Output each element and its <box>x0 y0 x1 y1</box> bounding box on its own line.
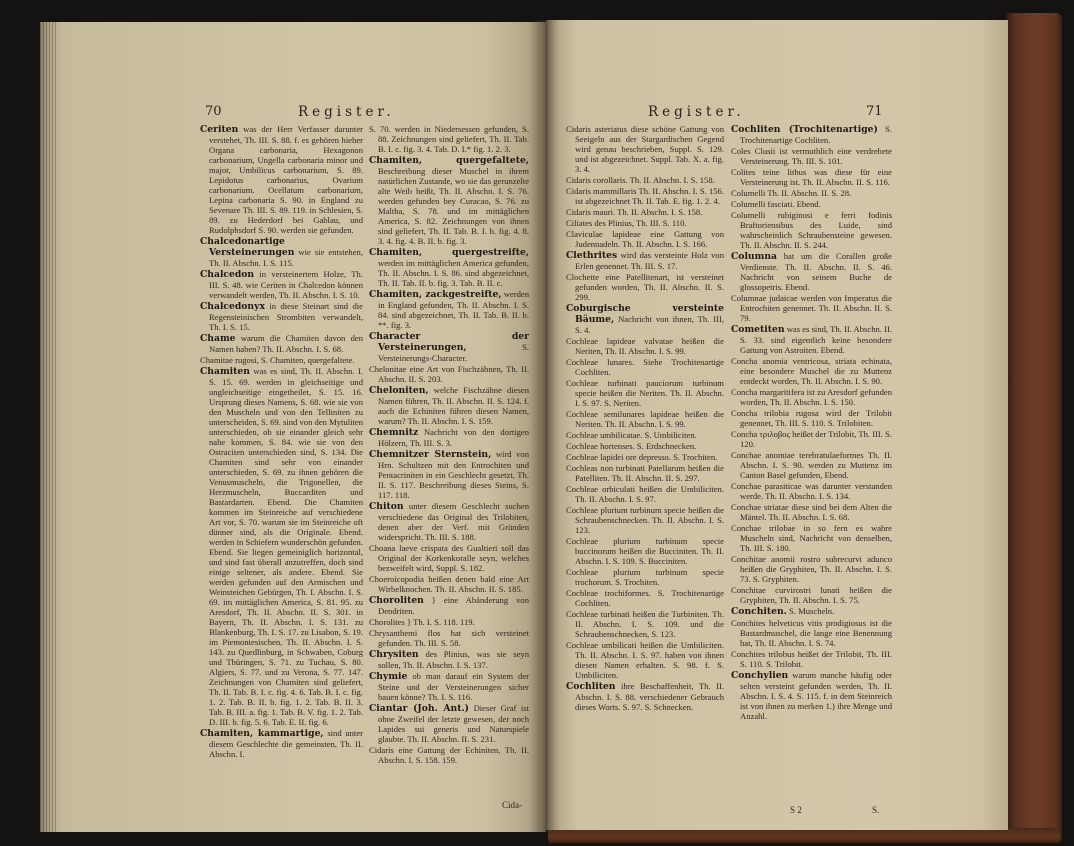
index-entry-text: Columelli fasciati. Ebend. <box>731 199 821 209</box>
index-entry <box>731 585 892 605</box>
index-entry-text: Concha anomia ventricosa, striata echinata, eine besondere Muschel die zu Muttenz entdeckt worden, Th. II. Abschn. I. S. 90. <box>731 356 892 386</box>
index-entry <box>369 703 529 744</box>
index-headword: Columna <box>731 251 777 262</box>
index-entry <box>566 681 724 712</box>
index-entry-text: S. Versteinerungs-Character. <box>378 342 529 363</box>
index-entry <box>369 155 529 246</box>
index-entry <box>369 617 529 627</box>
index-entry <box>566 609 724 639</box>
index-entry <box>731 649 892 669</box>
index-entry <box>731 481 892 501</box>
index-entry-text: } eine Abänderung von Dendriten. <box>378 595 529 616</box>
index-entry <box>731 554 892 584</box>
index-entry <box>731 523 892 553</box>
index-entry <box>566 567 724 587</box>
index-entry-text: Clochette eine Patellitenart, ist versteinet gefunden worden, Th. II. Abschn. II. S. 299. <box>566 272 724 302</box>
index-entry-text: Columelli rubiginosi e ferri fodinis Braftoriensibus des Luide, sind wahrscheinlich Schraubensteine gewesen. Th. II. Abschn. II. S. 244. <box>731 210 892 250</box>
catchword-left: Cida- <box>502 800 522 810</box>
index-entry-text: Cochleae orbiculati heißen die Umbiliciten. Th. II. Abschn. I. S. 97. <box>566 484 724 504</box>
index-entry-text: Dieser Graf ist ohne Zweifel der letzte gewesen, der noch Lapides sui generis und Naturspiele glaubte. Th. II. Abschn. II. S. 231. <box>378 703 529 744</box>
index-entry-text: Concha margaritifera ist zu Aresdorf gefunden worden, Th. II. Abschn. I. S. 150. <box>731 387 892 407</box>
index-entry-text: warum manche häufig oder selten versteint gefunden werden, Th. II. Abschn. I. S. 4. S. 115. f. in dem Steinreich ist von ihnen zu merken 1.) ihre Menge und Anzahl. <box>740 670 892 721</box>
index-entry-text: Cochleae hortenses. S. Erdschnecken. <box>566 441 697 451</box>
index-entry-text: Conchitae anomii rostro subrecurvi adunco heißen die Gryphiten, Th. II. Abschn. I. S. 73. S. Gryphiten. <box>731 554 892 584</box>
index-headword: Character der Versteinerungen, <box>369 331 529 353</box>
index-headword: Chamiten, quergefaltete, <box>369 155 529 166</box>
index-entry <box>731 429 892 449</box>
index-entry <box>566 175 724 185</box>
index-entry-text: S. 70. werden in Niedersessen gefunden, S. 88. Zeichnungen sind geliefert, Th. II. Tab. B. I. c. fig. 3. 4. Tab. D. I.* fig. 1. 2. 3. <box>369 124 529 154</box>
index-entry-text: Cochleae plurium turbinum specie buccinorum heißen die Bucciniten. Th. II. Abschn. I. S. 109. S. Bucciniten. <box>566 536 724 566</box>
index-entry-text: Choeroicopodia heißen denen bald eine Art Wirbelknochen. Th. II. Abschn. II. S. 185. <box>369 574 529 594</box>
index-entry-text: Chamitae rugosi, S. Chamiten, quergefaltete. <box>200 355 355 365</box>
index-headword: Chymie <box>369 671 408 682</box>
index-entry-text: werden im mittäglichen America gefunden, Th. II. Abschn. I. S. 86. sind abgezeichnet, Th. II. Tab. II. b. fig. 3. Tab. B. II. c. <box>378 258 529 288</box>
index-entry <box>731 146 892 166</box>
index-entry-text: Cochleae plurium turbinum specie trochorum. S. Trochiten. <box>566 567 724 587</box>
index-entry-text: Beschreibung dieser Muschel in ihrem natürlichen Zustande, wo sie das gerunzelte alte Weib heißt, Th. II. Abschn. I. S. 76. werden gefunden bey Curacao, S. 76. zu Maltha, S. 78. und im mittäglichen America, S. 82. Zeichnungen von ihnen sind geliefert, Th. II. Tab. B. I. b. fig. 4. 8. 3. 4. fig. 4. B. II. b. fig. 3. <box>378 166 529 246</box>
index-entry-text: Choana laeve crispata des Gualtieri soll das Original der Korkenkoralle seyn, welches bezweifelt wird, Suppl. S. 182. <box>369 543 529 573</box>
index-entry <box>566 357 724 377</box>
index-entry-text: Conchae striatae diese sind bei dem Alten die Mäntel. Th. II. Abschn. I. S. 68. <box>731 502 892 522</box>
index-entry-text: welche Fischzähne diesen Namen führen, Th. II. Abschn. II. S. 124. f. auch die Echiniten führen diesen Namen, warum? Th. II. Abschn. I. S. 159. <box>378 385 529 426</box>
index-headword: Chame <box>200 333 236 344</box>
index-entry <box>200 728 363 759</box>
index-entry <box>566 409 724 429</box>
index-entry <box>200 236 363 268</box>
index-entry <box>731 199 892 209</box>
book-cover-right <box>1006 13 1062 843</box>
index-entry <box>369 501 529 542</box>
index-entry <box>369 364 529 384</box>
index-entry <box>731 670 892 721</box>
index-entry <box>200 333 363 354</box>
index-entry <box>369 289 529 330</box>
index-headword: Cheloniten, <box>369 385 429 396</box>
index-entry <box>369 628 529 648</box>
index-entry-text: Cidaris mauri. Th. II. Abschn. I. S. 158. <box>566 207 703 217</box>
index-entry <box>369 745 529 765</box>
index-headword: Chrysiten <box>369 649 419 660</box>
index-entry <box>731 450 892 480</box>
index-entry-text: Cochleae trochiformes. S. Trochitenartige Cochliten. <box>566 588 724 608</box>
index-entry <box>731 188 892 198</box>
index-entry <box>731 356 892 386</box>
index-entry-text: Cochleae lapideae valvatae heißen die Neriten, Th. II. Abschn. I. S. 99. <box>566 336 724 356</box>
index-entry <box>731 387 892 407</box>
index-entry <box>369 574 529 594</box>
index-entry-text: Concha trilobia rugosa wird der Trilobit genennet, Th. III. S. 110. S. Trilobiten. <box>731 408 892 428</box>
index-headword: Cochliten <box>566 681 616 692</box>
index-entry-text: Cochleae turbinati pauciorum turbinum specie heißen die Neriten. Th. II. Abschn. I. S. 97. S. Neriten. <box>566 378 724 408</box>
index-entry <box>200 124 363 235</box>
index-entry-text: Nachricht von den dortigen Hölzern, Th. III. S. 3. <box>378 427 529 448</box>
index-entry-text: Chrysanthemi flos hat sich versteinet gefunden. Th. III. S. 58. <box>369 628 529 648</box>
index-column <box>566 124 724 713</box>
index-entry <box>566 124 724 174</box>
index-entry <box>200 301 363 332</box>
index-headword: Chalcedon <box>200 269 255 280</box>
running-head-right: Register. <box>648 104 745 120</box>
index-entry-text: ob man darauf ein System der Steine und der Versteinerungen sicher bauen könne? Th. I. S. 116. <box>378 671 529 702</box>
index-entry-text: Cochleae lapidei ore depresso. S. Trochiten. <box>566 452 718 462</box>
index-entry <box>731 210 892 250</box>
index-headword: Chemnitz <box>369 427 419 438</box>
index-entry-text: S. Muscheln. <box>789 606 835 616</box>
index-entry <box>369 449 529 500</box>
index-entry-text: Conchae anomiae terebratulaeformes Th. II. Abschn. I. S. 90. werden zu Muttenz im Canton Basel gefunden, Ebend. <box>731 450 892 480</box>
index-entry <box>369 649 529 670</box>
index-entry <box>566 303 724 335</box>
index-headword: Chamiten, zackgestreifte, <box>369 289 502 300</box>
index-headword: Chamiten <box>200 366 250 377</box>
index-entry-text: ihre Beschaffenheit, Th. II. Abschn. I. S. 88. verschiedener Gebrauch dieses Worts. S. 97. S. Schnecken. <box>575 681 724 712</box>
index-entry-text: in versteinertem Holze, Th. III. S. 48. wie Ceriten in Chalcedon können verwandelt werden, Th. II. Abschn. I. S. 10. <box>209 269 363 300</box>
index-headword: Chalcedonyx <box>200 301 265 312</box>
index-entry-text: Coles Clusii ist vermuthlich eine verdrehete Versteinerung. Th. III. S. 101. <box>731 146 892 166</box>
index-entry-text: Cidaris eine Gattung der Echiniten. Th. II. Abschn. I. S. 158. 159. <box>369 745 529 765</box>
index-entry <box>731 293 892 323</box>
index-entry <box>731 606 892 617</box>
index-entry-text: Cochleae umbilicatae. S. Umbiliciten. <box>566 430 697 440</box>
index-entry-text: Ciliates des Plinius, Th. III. S. 110. <box>566 218 687 228</box>
index-entry-text: Cochleae plurium turbinum specie heißen die Schraubenschnecken. Th. II. Abschn. I. S. 123. <box>566 505 724 535</box>
book-cover-bottom <box>548 828 1060 843</box>
index-headword: Ciantar (Joh. Ant.) <box>369 703 469 714</box>
index-entry <box>566 640 724 680</box>
index-headword: Conchylien <box>731 670 789 681</box>
index-entry-text: Colites teine lithus was diese für eine Versteinerung ist. Th. II. Abschn. II. S. 116. <box>731 167 892 187</box>
index-entry-text: Cochleae turbinati heißen die Turbiniten. Th. II. Abschn. I. S. 109. und die Schraubenschnecken, S. 123. <box>566 609 724 639</box>
catchword-right: S. <box>872 805 880 815</box>
index-entry <box>566 186 724 206</box>
index-headword: Choroliten <box>369 595 424 606</box>
index-entry-text: Claviculae lapideae eine Gattung von Judennadeln. Th. II. Abschn. I. S. 166. <box>566 229 724 249</box>
index-entry <box>566 336 724 356</box>
index-entry-text: was der Herr Verfasser darunter verstehet, Th. III. S. 88. f. es gehören hieher Organa carbonaria, Hexagonon carbonarium, Ungella carbonaria minor und major, Umbilicus carbonarium, S. 89. Lepidotus carbonarius, Ovarium carbonarium. Ocellatum carbonarium, Lepina carbonaria S. 90. in England zu Sevenare Th. III. S. 89. 119. in Schlesien, S. 89. zu Hederdorf bei Gablau, und Rudolphsdorf S. 90. werden sie gefunden. <box>209 124 363 235</box>
index-entry <box>566 272 724 302</box>
index-entry <box>731 124 892 145</box>
index-entry-text: warum die Chamiten davon den Namen haben? Th. II. Abschn. I. S. 68. <box>209 333 363 354</box>
index-entry-text: Cochleae lunares. Siehe Trochitenartige Cochliten. <box>566 357 724 377</box>
index-headword: Chiton <box>369 501 404 512</box>
index-headword: Cometiten <box>731 324 785 335</box>
index-entry-text: wird von Hrn. Schultzen mit den Entrochiten und Pentacriniten in ein Geschlecht gesetzt, Th. II. S. 117. Beschreibung dieses Steins, S. 117. 118. <box>378 449 529 500</box>
index-entry <box>566 218 724 228</box>
index-entry-text: Cidaris mammillaris Th. II. Abschn. I. S. 156. ist abgezeichnet Th. II. Tab. E. fig. 1. 2. 4. <box>566 186 724 206</box>
index-entry-text: Conchites helveticus vitis prodigiosus ist die Bastardmuschel, die lange eine Benennung hat, Th. II. Abschn. I. S. 74. <box>731 618 892 648</box>
running-head-left: Register. <box>298 104 395 120</box>
index-entry-text: Conchae trilobae in so fern es wahre Muscheln sind, Nachricht von denselben, Th. III. S. 180. <box>731 523 892 553</box>
index-entry-text: Columelli Th. II. Abschn. II. S. 28. <box>731 188 852 198</box>
index-entry <box>566 463 724 483</box>
index-entry-text: Conchites trilobus heißet der Trilobit, Th. III. S. 110. S. Trilobit. <box>731 649 892 669</box>
index-entry <box>200 269 363 300</box>
index-entry <box>369 595 529 616</box>
index-entry-text: Nachricht von ihnen, Th. III, S. 4. <box>575 314 724 335</box>
index-entry-text: wird das versteinte Holz von Erlen genennet. Th. III. S. 17. <box>575 250 724 271</box>
index-entry-text: Conchitae curvirostri lunati heißen die Gryphiten, Th. II. Abschn. I. S. 75. <box>731 585 892 605</box>
index-headword: Chalcedonartige Versteinerungen <box>200 236 295 258</box>
index-entry <box>566 250 724 271</box>
index-entry <box>566 378 724 408</box>
index-entry <box>566 588 724 608</box>
index-entry-text: Cidaris asteriatus diese schöne Gattung von Seeigeln aus der Stargardischen Gegend wird genau beschrieben, Suppl. S. 129. und ist abgezeichnet. Suppl. Tab. X. a. fig. 3. 4. <box>566 124 724 174</box>
index-column <box>731 124 892 722</box>
index-entry-text: Chorolites } Th. I. S. 118. 119. <box>369 617 475 627</box>
index-entry <box>731 167 892 187</box>
index-entry-text: Cochleas non turbinati Patellarum heißen die Patelliten. Th. II. Abschn. II. S. 297. <box>566 463 724 483</box>
index-entry <box>731 618 892 648</box>
index-headword: Chemnitzer Sternstein, <box>369 449 492 460</box>
index-entry <box>200 366 363 727</box>
index-entry-text: wie sie entstehen, Th. II. Abschn. I. S. 115. <box>209 247 363 268</box>
index-entry <box>200 355 363 365</box>
index-headword: Coburgische versteinte Bäume, <box>566 303 724 325</box>
index-entry <box>369 427 529 448</box>
index-headword: Clethrites <box>566 250 618 261</box>
index-entry-text: Cochleae umbilicati heißen die Umbiliciten. Th. II. Abschn. I. S. 97. haben von ihnen diesen Namen erhalten. S. 98. f. S. Umbiliciten. <box>566 640 724 680</box>
index-entry <box>566 452 724 462</box>
index-headword: Chamiten, quergestreifte, <box>369 247 529 258</box>
page-number-left: 70 <box>205 104 222 119</box>
index-entry <box>566 484 724 504</box>
index-entry-text: werden in England gefunden, Th. II. Abschn. I. S. 84. sind abgezeichnet, Th. II. Tab. B. II. b. **. fig. 3. <box>378 289 530 330</box>
index-entry-text: hat um die Corallen große Verdienste. Th. II. Abschn. II. S. 46. Nachricht von seinem Buche de glossopetris. Ebend. <box>740 251 892 292</box>
index-entry <box>369 124 529 154</box>
index-entry <box>566 229 724 249</box>
index-entry <box>369 543 529 573</box>
index-column <box>200 124 363 760</box>
index-entry-text: in diese Steinart sind die Regensteinischen Strombiten verwandelt, Th. I. S. 15. <box>209 301 363 332</box>
index-entry-text: des Plinius, was sie seyn sollen, Th. II. Abschn. I. S. 137. <box>378 649 529 670</box>
gutter-shadow <box>530 20 560 832</box>
index-entry-text: Cochleae semilunares lapideae heißen die Neriten. Th. II. Abschn. I. S. 99. <box>566 409 724 429</box>
index-entry-text: was es sind, Th. II. Abschn. II. S. 33. sind eigentlich keine besondere Gattung von Astroiten. Ebend. <box>740 324 892 355</box>
index-entry <box>731 251 892 292</box>
index-entry-text: was es sind, Th. II. Abschn. I. S. 15. 69. werden in gleichseitige und ungleichseitige eingetheilet, S. 15. 16. Ursprung dieses Namens, S. 68. wie sie von den Muscheln und von den Telliniten zu unterscheiden, S. 69. sind von den Mytuliten unterschieden, ob sie einander gleich sehr nahe kommen, S. 84. wie sie von den Ostraciten unterschieden sind, S. 134. Die Chamiten sind sehr von einander unterschieden, S. 69. zu ihnen gehören die Venusmuscheln, die Trigonellen, die Herzmuscheln, Buccarditen und Bastardarten. Ebend. Die Chamiten kommen im Steinreiche auf verschiedene Art vor, S. 70. warum sie im Steinreiche oft dünner sind, als die Originale. Ebend. werden in Schiefern wunderschön gefunden. Ebend. Sie liegen gemeiniglich horizontal, und sind fast überall anzutreffen, doch sind einige seltener, als andere. Ebend. Sie werden gefunden auf den Armischen und Weinsteichen Gebürgen, Th. I. Abschn. I. S. 69. im mittäglichen America, S. 81. 95. zu Aresdorf, Th. II. Abschn. II. S. 301. in Bayern, Th. II. Abschn. I. S. 131. zu Blankenburg, Th. I. S. 17. zu Lisabon, S. 19. im Piemontesischen, Th. II. Abschn. I. S. 143. zu Quedlinburg, in Schwaben, Coburg und Thüringen, S. 71. zu Tuchau, S. 80. Algiers, S. 77. und zu Verona, S. 77. 147. Zeichnungen von Chamiten sind geliefert, Th. II. Tab. B. I. c. fig. 4. 6. Tab. B. I. c. fig. 1. 2. Tab. B. II. b. fig. 1. 2. Tab. B. II. 3. Tab. B. III. a. fig. 1. Tab. B. V. fig. 1. 2. Tab. D. III. b. fig. 5. 6. Tab. E. II. fig. 6. <box>209 366 363 727</box>
index-entry <box>566 430 724 440</box>
index-entry <box>566 441 724 451</box>
index-column <box>369 124 529 766</box>
index-entry-text: Cidaris corollaris. Th. II. Abschn. I. S. 158. <box>566 175 715 185</box>
index-entry <box>369 247 529 288</box>
index-entry-text: Chelonitae eine Art von Fischzähnen, Th. II. Abschn. II. S. 203. <box>369 364 529 384</box>
index-entry <box>566 505 724 535</box>
index-entry-text: Columnae judaicae werden von Imperatus die Entrochiten genennet. Th. II. Abschn. II. S. 79. <box>731 293 892 323</box>
index-entry <box>369 671 529 702</box>
index-headword: Cochliten (Trochitenartige) <box>731 124 878 135</box>
index-entry <box>731 408 892 428</box>
page-edge-stack <box>40 22 58 832</box>
index-entry <box>369 385 529 426</box>
page-number-right: 71 <box>866 104 883 119</box>
index-entry-text: Concha τριλοβος heißet der Trilobit, Th. III. S. 120. <box>731 429 892 449</box>
index-headword: Conchiten. <box>731 606 787 617</box>
index-entry <box>566 207 724 217</box>
index-headword: Ceriten <box>200 124 239 135</box>
index-entry-text: S. Trochitenartige Cochliten. <box>740 124 892 145</box>
index-entry <box>731 502 892 522</box>
index-entry-text: sind unter diesem Geschlechte die gemeinsten, Th. II. Abschn. I. <box>209 728 363 759</box>
index-entry <box>566 536 724 566</box>
index-entry-text: Conchae parasiticae was darunter verstanden werde. Th. II. Abschn. I. S. 134. <box>731 481 892 501</box>
signature-mark: S 2 <box>790 805 802 815</box>
index-entry <box>369 331 529 363</box>
index-entry <box>731 324 892 355</box>
index-entry-text: unter diesem Geschlecht suchen verschiedene das Original des Trilobiten, denen aber der Verf. mit Gründen widerspricht. Th. III. S. 188. <box>378 501 529 542</box>
index-headword: Chamiten, kammartige, <box>200 728 324 739</box>
